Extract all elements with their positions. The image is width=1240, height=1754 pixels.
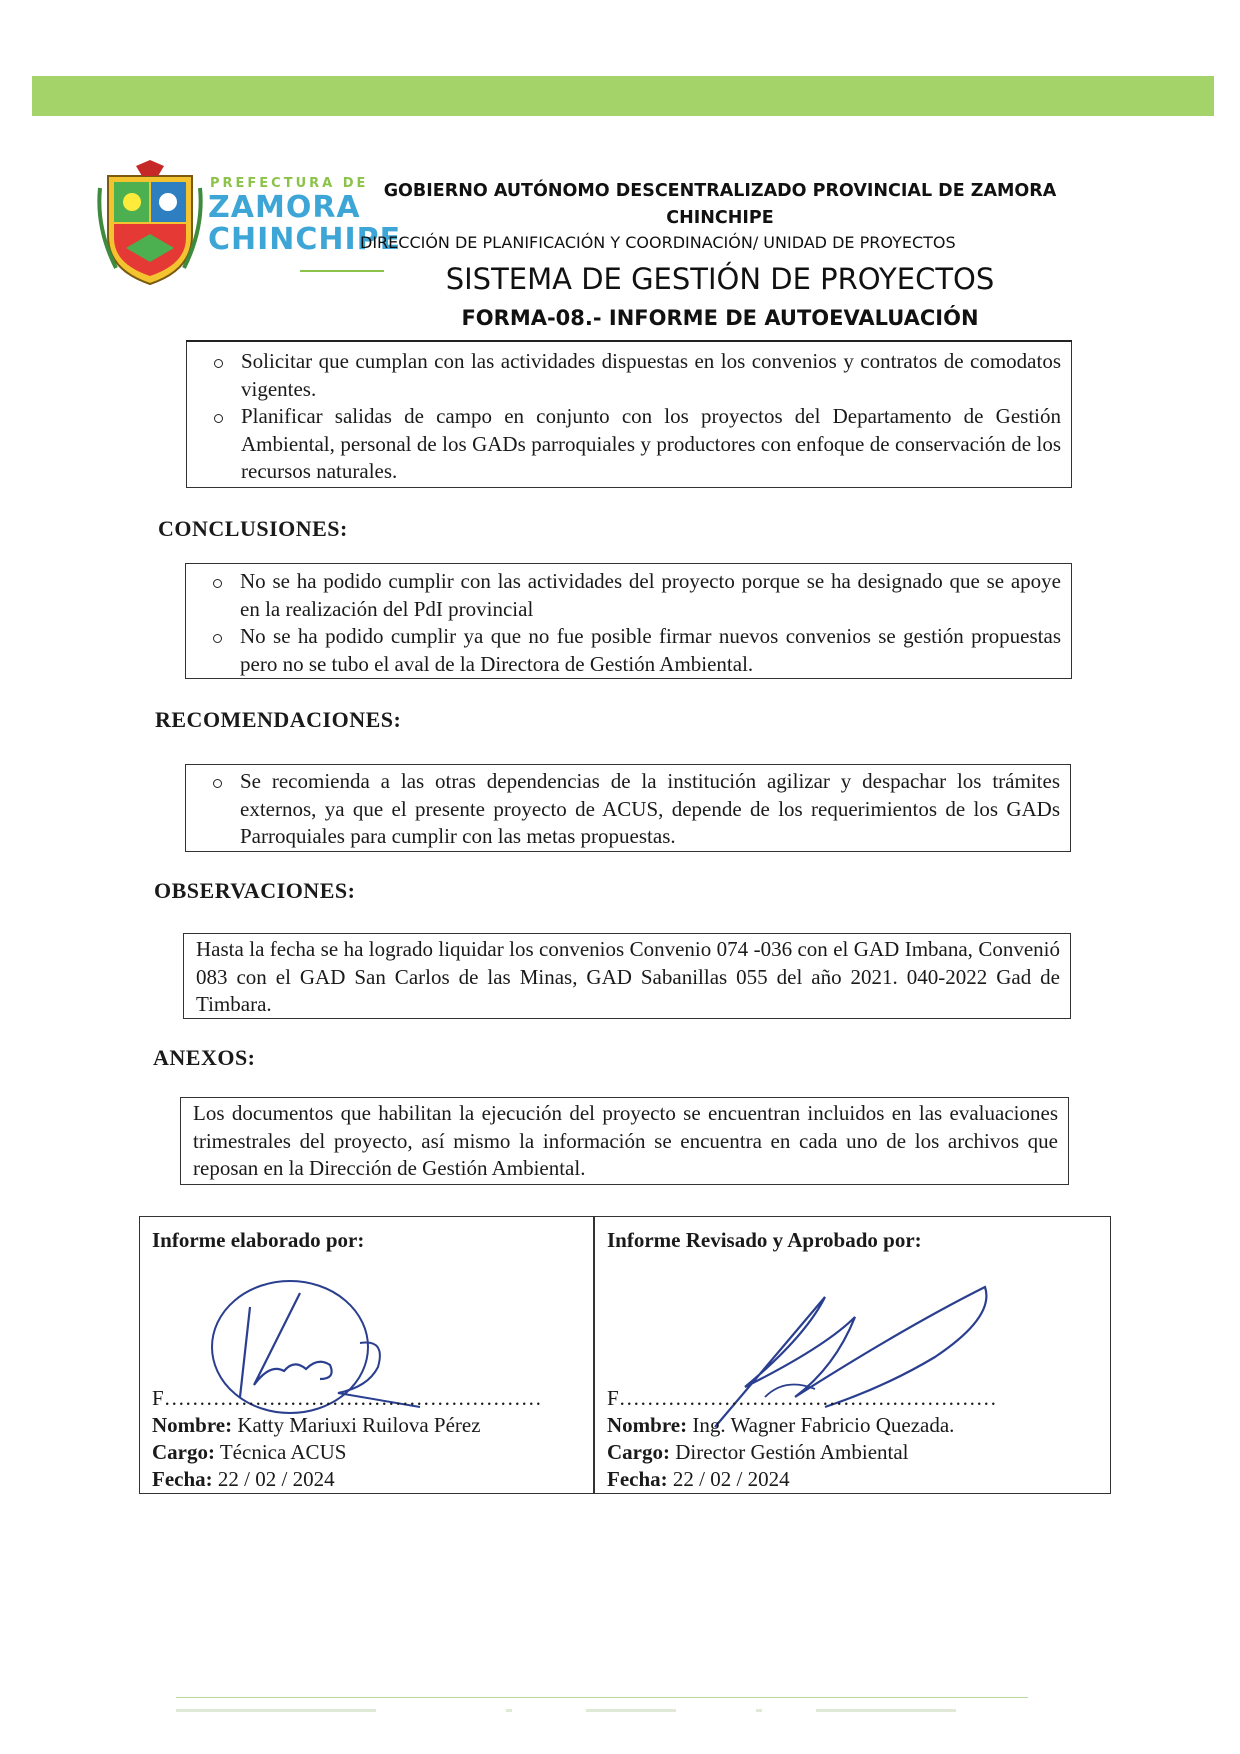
approved-by-details	[607, 1385, 997, 1493]
system-title: SISTEMA DE GESTIÓN DE PROYECTOS	[445, 262, 995, 296]
conclusiones-box	[185, 563, 1072, 679]
approved-fecha-line: Fecha: 22 / 02 / 2024	[607, 1467, 790, 1491]
prepared-by-details	[152, 1385, 542, 1493]
prepared-by-heading: Informe elaborado por:	[152, 1228, 365, 1252]
list-item: Planificar salidas de campo en conjunto con los proyectos del Departamento de Gestión Ambiental, personal de los GADs parroquiales y productores con enfoque de conservación de los recursos naturales.	[241, 403, 1061, 486]
logo-chinchipe-text: CHINCHIPE	[208, 222, 402, 257]
department-title: DIRECCIÓN DE PLANIFICACIÓN Y COORDINACIÓN/ UNIDAD DE PROYECTOS	[360, 233, 956, 252]
approved-name-line: Nombre: Ing. Wagner Fabricio Quezada.	[607, 1413, 955, 1437]
signature-line: F………………………………………………	[152, 1386, 542, 1410]
institution-title: GOBIERNO AUTÓNOMO DESCENTRALIZADO PROVINCIAL DE ZAMORA CHINCHIPE	[383, 181, 1057, 228]
list-item: Solicitar que cumplan con las actividades dispuestas en los convenios y contratos de comodatos vigentes.	[241, 348, 1061, 403]
signature-line: F………………………………………………	[607, 1386, 997, 1410]
approved-cargo-line: Cargo: Director Gestión Ambiental	[607, 1440, 909, 1464]
continued-actions-box	[186, 342, 1072, 488]
header-color-bar	[32, 76, 1214, 116]
anexos-text: Los documentos que habilitan la ejecución del proyecto se encuentran incluidos en las evaluaciones trimestrales del proyecto, así mismo la información se encuentra en cada uno de los archivos que reposan en la Dirección de Gestión Ambiental.	[193, 1101, 1058, 1180]
footer-faint-marks	[176, 1708, 1056, 1714]
signature-cell-approved	[595, 1217, 1110, 1493]
form-title: FORMA-08.- INFORME DE AUTOEVALUACIÓN	[461, 306, 979, 330]
signature-cell-prepared	[140, 1217, 593, 1493]
observaciones-heading: OBSERVACIONES:	[154, 878, 356, 903]
logo-zamora-text: ZAMORA	[208, 190, 361, 225]
prepared-name-line: Nombre: Katty Mariuxi Ruilova Pérez	[152, 1413, 481, 1437]
list-item: Se recomienda a las otras dependencias de la institución agilizar y despachar los trámites externos, ya que el presente proyecto de ACUS, depende de los requerimientos de los GADs Parroquiales para cumplir con las metas propuestas.	[240, 768, 1060, 851]
approved-by-heading: Informe Revisado y Aprobado por:	[607, 1228, 922, 1252]
list-item: No se ha podido cumplir con las actividades del proyecto porque se ha designado que se apoye en la realización del PdI provincial	[240, 568, 1061, 623]
prepared-cargo-line: Cargo: Técnica ACUS	[152, 1440, 347, 1464]
anexos-box	[180, 1097, 1069, 1185]
logo-prefectura-text: PREFECTURA DE	[210, 176, 369, 191]
signature-table	[139, 1216, 1111, 1494]
list-item: No se ha podido cumplir ya que no fue posible firmar nuevos convenios se gestión propuestas pero no se tubo el aval de la Directora de Gestión Ambiental.	[240, 623, 1061, 678]
recomendaciones-box	[185, 764, 1071, 852]
prefecture-logo	[96, 158, 402, 288]
anexos-heading: ANEXOS:	[153, 1045, 256, 1070]
conclusiones-heading: CONCLUSIONES:	[158, 516, 348, 541]
observaciones-text: Hasta la fecha se ha logrado liquidar los convenios Convenio 074 -036 con el GAD Imbana, Convenió 083 con el GAD San Carlos de las Minas, GAD Sabanillas 055 del año 2021. 040-2022 Gad de Timbara.	[196, 937, 1060, 1016]
prepared-fecha-line: Fecha: 22 / 02 / 2024	[152, 1467, 335, 1491]
recomendaciones-heading: RECOMENDACIONES:	[155, 707, 402, 732]
observaciones-box	[183, 933, 1071, 1019]
footer-rule	[176, 1697, 1028, 1698]
coat-of-arms-icon	[96, 158, 204, 288]
